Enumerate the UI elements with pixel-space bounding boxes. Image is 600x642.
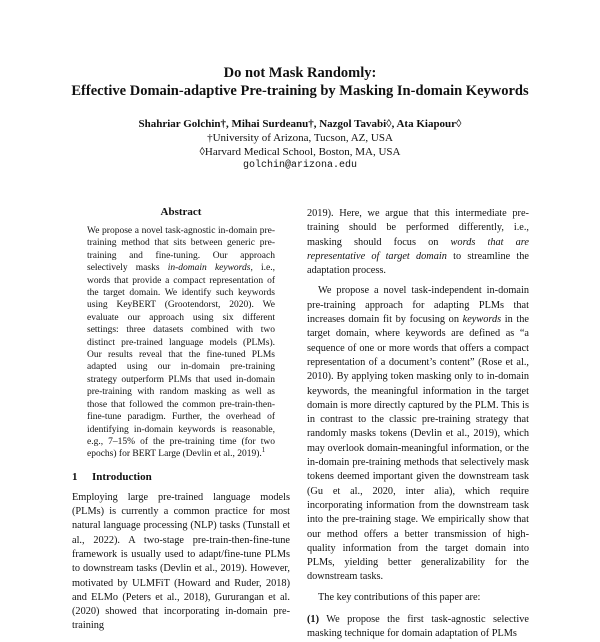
abstract-heading: Abstract — [160, 206, 202, 218]
footnote-marker: 1 — [261, 446, 266, 455]
contribution-item-1 — [307, 613, 529, 642]
section-number: 1 — [72, 470, 78, 483]
intro-paragraph: Employing large pre-trained language models (PLMs) is currently a common practice for most natural language processing (NLP) tasks (Tunstall et al., 2022). A two-stage pre-train-then-fine-tune framework is usually used to adapt/fine-tune PLMs to downstream tasks (Devlin et al., 2019). However, motivated by ULMFiT (Howard and Ruder, 2018) and ELMo (Peters et al., 2018), Gururangan et al. (2020) showed that incorporating in-domain pre-training — [72, 491, 290, 632]
paper-header — [0, 64, 600, 173]
affiliation-1: †University of Arizona, Tucson, AZ, USA — [207, 132, 393, 144]
paragraph-continued-text: 2019). Here, we argue that this intermediate pre-training should be performed differently, i.e., masking should focus on — [307, 208, 529, 248]
paragraph-continued-end: to streamline the adaptation process. — [307, 250, 529, 277]
author-list: Shahriar Golchin†, Mihai Surdeanu†, Nazgol Tavabi◊, Ata Kiapour◊ — [138, 118, 462, 130]
paper-title-line-1: Do not Mask Randomly: — [223, 65, 377, 81]
paragraph-approach — [307, 284, 529, 584]
paragraph-contributions-intro: The key contributions of this paper are: — [318, 591, 481, 603]
paragraph-approach-italic: keywords — [462, 314, 502, 326]
paragraph-approach-text-2: in the target domain, where keywords are defined as “a sequence of one or more words that offers a compact representation of a document’s content” (Rose et al., 2010). By applying token masking only to in-domain keywords, the meaningful information in the target domain is more directly captured by the PLM. This is in contrast to the classic pre-training strategy that randomly masks tokens (Devlin et al., 2019), which may overlook domain-meaningful information, or the in-domain pre-training methods that selectively mask tokens deemed important given the downstream task (Gu et al., 2020, inter alia), which require incorporating information from the downstream task into the pre-training stage. We empirically show that our method offers a better transmission of high-quality information from the target domain into PLMs, yielding better generalizability for the downstream tasks. — [307, 314, 529, 583]
contribution-label: (1) — [307, 614, 320, 626]
section-title: Introduction — [92, 470, 152, 483]
paragraph-continued — [307, 207, 529, 278]
paper-title-line-2: Effective Domain-adaptive Pre-training by Masking In-domain Keywords — [71, 83, 529, 99]
left-column — [72, 205, 290, 634]
abstract-text — [87, 225, 275, 461]
abstract-text-part-1: We propose a novel task-agnostic in-domain pre-training method that sits between generic pre-training and fine-tuning. Our approach selectively masks — [87, 226, 275, 274]
contribution-text: We propose the first task-agnostic selective masking technique for domain adaptation of PLMs — [307, 614, 529, 640]
abstract-text-part-2: , i.e., words that provide a compact representation of the target domain. We identify such keywords using KeyBERT (Grootendorst, 2020). We evaluate our approach using six different settings: three datasets combined with two distinct pre-trained language models (PLMs). Our results reveal that the fine-tuned PLMs adapted using our in-domain pre-training strategy outperform PLMs that used in-domain pre-training with random masking as well as those that followed the common pre-train-then-fine-tune paradigm. Further, the overhead of identifying in-domain keywords is reasonable, e.g., 7–15% of the pre-training time (for two epochs) for BERT Large (Devlin et al., 2019). — [87, 263, 275, 460]
abstract-text-italic: in-domain keywords — [167, 263, 251, 274]
paragraph-continued-italic: words that are representative of target domain — [307, 236, 529, 262]
section-heading-introduction — [72, 470, 290, 484]
affiliation-2: ◊Harvard Medical School, Boston, MA, USA — [199, 146, 401, 158]
paragraph-approach-text-1: We propose a novel task-independent in-domain pre-training approach for adapting PLMs that increases domain fit by focusing on — [307, 285, 529, 326]
author-email: golchin@arizona.edu — [242, 160, 358, 171]
right-column — [307, 207, 529, 642]
